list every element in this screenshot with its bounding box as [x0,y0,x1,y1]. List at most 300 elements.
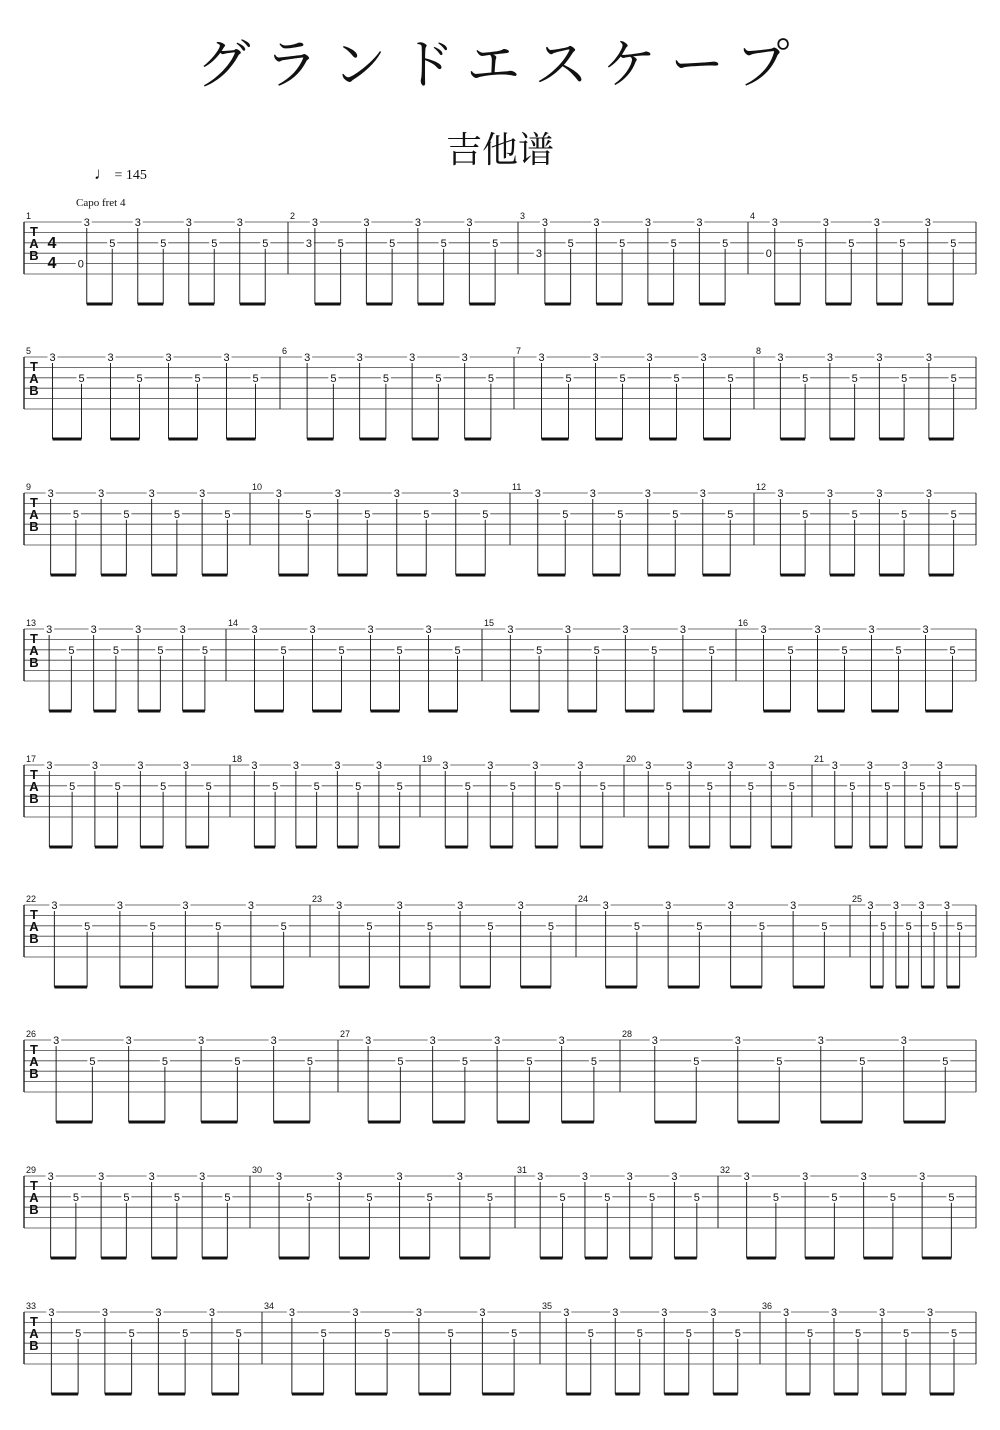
fret-note: 3 [727,760,734,772]
fret-note: 5 [160,780,167,793]
fret-note: 5 [649,1191,656,1204]
fret-note: 3 [626,1171,633,1183]
fret-note: 5 [173,508,180,521]
measure-number: 18 [232,754,243,764]
fret-note: 3 [199,1171,206,1183]
fret-note: 5 [919,780,926,793]
fret-note: 5 [423,508,430,521]
fret-note: 3 [564,624,571,636]
fret-note: 5 [454,644,461,657]
fret-note: 5 [69,780,76,793]
measure-number: 4 [750,211,756,221]
fret-note: 5 [511,1327,518,1340]
bass-note: 0 [77,258,84,271]
fret-note: 5 [160,237,167,250]
fret-note: 3 [644,217,651,229]
fret-note: 3 [768,760,775,772]
fret-note: 5 [788,780,795,793]
fret-note: 3 [46,624,53,636]
fret-note: 5 [831,1191,838,1204]
measure-number: 1 [26,211,32,221]
fret-note: 5 [487,372,494,385]
fret-note: 3 [452,488,459,500]
fret-note: 3 [185,217,192,229]
fret-note: 3 [375,760,382,772]
fret-note: 5 [136,372,143,385]
fret-note: 5 [693,1055,700,1068]
fret-note: 5 [440,237,447,250]
fret-note: 3 [919,1171,926,1183]
tab-clef-T: T [30,767,38,782]
fret-note: 5 [205,780,212,793]
fret-note: 3 [466,217,473,229]
fret-note: 5 [673,372,680,385]
fret-note: 3 [790,900,797,912]
fret-note: 5 [235,1327,242,1340]
fret-note: 5 [547,920,554,933]
fret-note: 3 [47,488,54,500]
fret-note: 3 [651,1035,658,1047]
fret-note: 3 [831,760,838,772]
fret-note: 5 [706,780,713,793]
fret-note: 5 [306,1055,313,1068]
fret-note: 3 [334,488,341,500]
measure-number: 17 [26,754,37,764]
fret-note: 5 [696,920,703,933]
fret-note: 5 [72,1191,79,1204]
fret-note: 5 [338,644,345,657]
fret-note: 5 [902,1327,910,1340]
fret-note: 3 [47,1171,54,1183]
fret-note: 3 [876,488,883,500]
fret-note: 5 [880,920,887,933]
fret-note: 3 [592,352,599,364]
fret-note: 5 [252,372,259,385]
tab-clef-T: T [30,224,38,239]
fret-note: 5 [567,237,574,250]
fret-note: 5 [651,644,658,657]
fret-note: 5 [950,1327,958,1340]
measure-number: 3 [520,211,526,221]
fret-note: 3 [288,1307,295,1319]
fret-note: 3 [782,1307,790,1319]
fret-note: 3 [148,1171,155,1183]
fret-note: 5 [899,237,906,250]
fret-note: 5 [89,1055,96,1068]
fret-note: 3 [208,1307,215,1319]
tab-clef-T: T [30,631,38,646]
fret-note: 5 [854,1327,862,1340]
fret-note: 5 [797,237,804,250]
fret-note: 5 [526,1055,533,1068]
measure-number: 19 [422,754,433,764]
fret-note: 3 [49,352,56,364]
fret-note: 5 [931,920,938,933]
page-subtitle: 吉他谱 [445,130,554,171]
fret-note: 3 [878,1307,886,1319]
fret-note: 3 [494,1035,501,1047]
fret-note: 5 [758,920,765,933]
fret-note: 5 [280,920,287,933]
fret-note: 5 [747,780,754,793]
fret-note: 5 [948,1191,955,1204]
fret-note: 5 [950,372,957,385]
tab-clef-T: T [30,907,38,922]
measure-number: 24 [578,894,589,904]
measure-number: 22 [26,894,37,904]
fret-note: 3 [760,624,767,636]
fret-note: 5 [366,920,373,933]
fret-note: 5 [161,1055,168,1068]
fret-note: 3 [665,900,672,912]
measure-number: 8 [756,346,762,356]
fret-note: 5 [396,644,403,657]
fret-note: 3 [148,488,155,500]
fret-note: 3 [487,760,494,772]
fret-note: 5 [389,237,396,250]
fret-note: 5 [776,1055,783,1068]
tab-clef-A: A [29,507,39,522]
fret-note: 3 [83,217,90,229]
measure-number: 14 [228,618,239,628]
fret-note: 5 [950,508,957,521]
fret-note: 5 [272,780,279,793]
fret-note: 5 [109,237,116,250]
fret-note: 5 [355,780,362,793]
fret-note: 3 [199,488,206,500]
fret-note: 5 [211,237,218,250]
fret-note: 5 [487,920,494,933]
fret-note: 5 [802,372,809,385]
fret-note: 3 [644,488,651,500]
fret-note: 3 [48,1307,55,1319]
fret-note: 3 [336,1171,343,1183]
measure-number: 32 [720,1165,731,1175]
fret-note: 5 [234,1055,241,1068]
fret-note: 3 [393,488,400,500]
fret-note: 3 [53,1035,60,1047]
fret-note: 3 [686,760,693,772]
fret-note: 5 [280,644,287,657]
fret-note: 3 [817,1035,824,1047]
time-sig-top: 4 [47,235,57,252]
fret-note: 5 [224,1191,231,1204]
fret-note: 5 [366,1191,373,1204]
fret-note: 3 [679,624,686,636]
fret-note: 3 [612,1307,619,1319]
measure-number: 30 [252,1165,263,1175]
fret-note: 5 [78,372,85,385]
fret-note: 5 [320,1327,327,1340]
measure-number: 27 [340,1029,351,1039]
fret-note: 5 [633,920,640,933]
fret-note: 3 [868,624,875,636]
fret-note: 3 [661,1307,668,1319]
fret-note: 3 [900,1035,907,1047]
fret-note: 5 [397,1055,404,1068]
tab-clef-B: B [29,1066,39,1081]
fret-note: 5 [636,1327,643,1340]
fret-note: 3 [179,624,186,636]
fret-note: 5 [604,1191,611,1204]
fret-note: 3 [645,760,652,772]
fret-note: 5 [123,508,130,521]
fret-note: 3 [425,624,432,636]
fret-note: 3 [826,352,833,364]
fret-note: 3 [251,760,258,772]
fret-note: 3 [46,760,53,772]
fret-note: 3 [558,1035,565,1047]
fret-note: 3 [541,217,548,229]
fret-note: 5 [396,780,403,793]
fret-note: 5 [851,372,858,385]
fret-note: 3 [727,900,734,912]
fret-note: 3 [442,760,449,772]
fret-note: 3 [507,624,514,636]
fret-note: 5 [685,1327,692,1340]
fret-note: 3 [91,760,98,772]
fret-note: 5 [384,1327,391,1340]
fret-note: 5 [486,1191,493,1204]
fret-note: 5 [306,1191,313,1204]
measure-number: 31 [517,1165,528,1175]
measure-number: 12 [756,482,767,492]
fret-note: 5 [337,237,344,250]
fret-note: 3 [577,760,584,772]
fret-note: 5 [593,644,600,657]
fret-note: 3 [826,488,833,500]
tab-clef-A: A [29,1190,39,1205]
fret-note: 5 [435,372,442,385]
fret-note: 3 [352,1307,359,1319]
fret-note: 5 [708,644,715,657]
fret-note: 5 [382,372,389,385]
fret-note: 3 [311,217,318,229]
time-sig-bottom: 4 [47,255,57,272]
fret-note: 3 [602,900,609,912]
fret-note: 5 [590,1055,597,1068]
fret-note: 5 [841,644,848,657]
fret-note: 3 [771,217,778,229]
fret-note: 5 [954,780,961,793]
bass-note: 0 [765,248,772,261]
fret-note: 3 [876,352,883,364]
fret-note: 3 [943,900,950,912]
fret-note: 3 [860,1171,867,1183]
fret-note: 3 [581,1171,588,1183]
measure-number: 34 [264,1301,275,1311]
fret-note: 5 [619,237,626,250]
measure-number: 2 [290,211,296,221]
fret-note: 3 [107,352,114,364]
fret-note: 3 [396,900,403,912]
measure-number: 25 [852,894,863,904]
fret-note: 3 [936,760,943,772]
fret-note: 3 [710,1307,717,1319]
fret-note: 3 [429,1035,436,1047]
quarter-note-icon: ♩ [94,164,111,183]
fret-note: 5 [562,508,569,521]
capo-label: Capo fret 4 [76,197,126,209]
fret-note: 3 [922,624,929,636]
fret-note: 5 [201,644,208,657]
fret-note: 5 [950,237,957,250]
fret-note: 3 [125,1035,132,1047]
fret-note: 3 [409,352,416,364]
measure-number: 10 [252,482,263,492]
fret-note: 3 [866,760,873,772]
fret-note: 5 [149,920,156,933]
fret-note: 5 [859,1055,866,1068]
fret-note: 3 [593,217,600,229]
fret-note: 5 [536,644,543,657]
tab-clef-A: A [29,371,39,386]
tab-clef-B: B [29,1338,39,1353]
fret-note: 3 [336,900,343,912]
fret-note: 5 [727,508,734,521]
fret-note: 3 [873,217,880,229]
fret-note: 3 [867,900,874,912]
fret-note: 3 [98,488,105,500]
fret-note: 5 [313,780,320,793]
measure-number: 11 [512,482,522,492]
measure-number: 13 [26,618,37,628]
fret-note: 5 [619,372,626,385]
fret-note: 5 [665,780,672,793]
fret-note: 3 [924,217,931,229]
fret-note: 3 [155,1307,162,1319]
fret-note: 3 [137,760,144,772]
fret-note: 5 [802,508,809,521]
measure-number: 16 [738,618,749,628]
fret-note: 5 [330,372,337,385]
tab-clef-B: B [29,519,39,534]
page-title: グランドエスケープ [196,33,804,96]
fret-note: 5 [215,920,222,933]
fret-note: 3 [734,1035,741,1047]
fret-note: 5 [565,372,572,385]
fret-note: 5 [672,508,679,521]
measure-number: 20 [626,754,637,764]
measure-number: 28 [622,1029,633,1039]
fret-note: 3 [777,352,784,364]
fret-note: 5 [949,644,956,657]
measure-number: 6 [282,346,288,356]
fret-note: 3 [98,1171,105,1183]
fret-note: 5 [895,644,902,657]
fret-note: 3 [182,900,189,912]
fret-note: 5 [482,508,489,521]
fret-note: 3 [589,488,596,500]
tab-clef-T: T [30,1178,38,1193]
measure-number: 23 [312,894,323,904]
fret-note: 3 [622,624,629,636]
fret-note: 3 [236,217,243,229]
fret-note: 3 [925,488,932,500]
fret-note: 3 [700,352,707,364]
fret-note: 3 [517,900,524,912]
fret-note: 5 [901,508,908,521]
fret-note: 5 [889,1191,896,1204]
fret-note: 5 [364,508,371,521]
fret-note: 3 [304,352,311,364]
fret-note: 3 [415,1307,422,1319]
fret-note: 5 [128,1327,135,1340]
fret-note: 5 [772,1191,779,1204]
fret-note: 3 [743,1171,750,1183]
fret-note: 3 [563,1307,570,1319]
fret-note: 3 [182,760,189,772]
fret-note: 5 [806,1327,814,1340]
tab-clef-T: T [30,1042,38,1057]
tempo-value: = 145 [114,168,147,183]
fret-note: 3 [270,1035,277,1047]
fret-note: 5 [461,1055,468,1068]
fret-note: 3 [275,488,282,500]
measure-number: 21 [814,754,825,764]
tab-clef-A: A [29,1326,39,1341]
fret-note: 3 [135,624,142,636]
fret-note: 3 [116,900,123,912]
fret-note: 5 [426,920,433,933]
fret-note: 3 [646,352,653,364]
fret-note: 5 [305,508,312,521]
fret-note: 5 [68,644,75,657]
fret-note: 3 [925,352,932,364]
bass-note: 3 [305,237,312,250]
fret-note: 5 [112,644,119,657]
tab-clef-A: A [29,643,39,658]
fret-note: 5 [194,372,201,385]
fret-note: 3 [830,1307,838,1319]
fret-note: 3 [671,1171,678,1183]
tab-clef-B: B [29,248,39,263]
tab-clef-B: B [29,655,39,670]
fret-note: 3 [461,352,468,364]
fret-note: 3 [777,488,784,500]
fret-note: 3 [396,1171,403,1183]
fret-note: 5 [426,1191,433,1204]
fret-note: 5 [727,372,734,385]
fret-note: 3 [276,1171,283,1183]
tab-clef-T: T [30,495,38,510]
fret-note: 3 [479,1307,486,1319]
measure-number: 26 [26,1029,37,1039]
measure-number: 15 [484,618,495,628]
fret-note: 5 [559,1191,566,1204]
fret-note: 5 [848,237,855,250]
fret-note: 3 [365,1035,372,1047]
fret-note: 3 [292,760,299,772]
fret-note: 3 [457,900,464,912]
tab-clef-A: A [29,236,39,251]
fret-note: 3 [537,1171,544,1183]
fret-note: 3 [251,624,258,636]
fret-note: 5 [722,237,729,250]
fret-note: 3 [534,488,541,500]
fret-note: 5 [905,920,912,933]
fret-note: 3 [926,1307,934,1319]
tab-clef-A: A [29,1054,39,1069]
fret-note: 3 [309,624,316,636]
fret-note: 3 [367,624,374,636]
fret-note: 5 [617,508,624,521]
fret-note: 5 [849,780,856,793]
measure-number: 35 [542,1301,553,1311]
fret-note: 3 [901,760,908,772]
tab-clef-B: B [29,931,39,946]
fret-note: 3 [814,624,821,636]
